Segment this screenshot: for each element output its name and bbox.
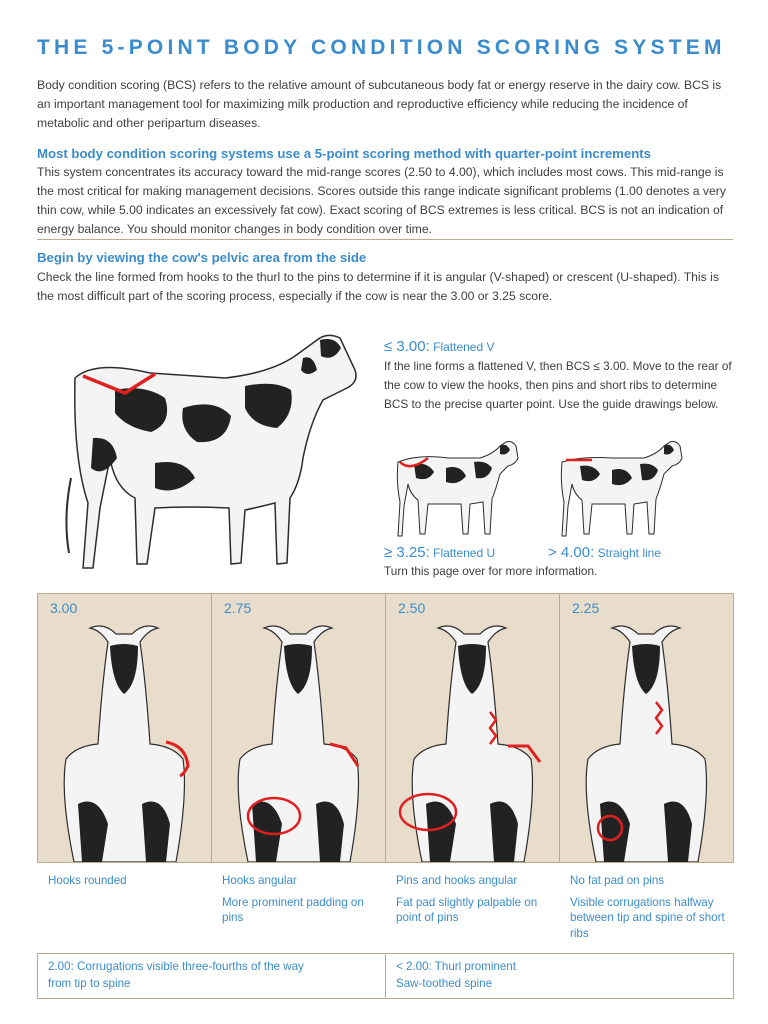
flattened-u-label: Flattened U [433,546,496,560]
footer-line: 2.00: Corrugations visible three-fourths of the way [48,960,304,973]
flattened-v-description: If the line forms a flattened V, then BCS ≤ 3.00. Move to the rear of the cow to view the hooks, then pins and short ribs to determine BCS to the precise quarter point. Use the guide drawings below. [384,359,732,411]
flattened-v-score: ≤ 3.00: [384,338,430,355]
caption-line-1: Hooks rounded [48,874,127,887]
cow-rear-view-illustration [386,594,559,862]
section-body-pelvic-area: Check the line formed from hooks to the thurl to the pins to determine if it is angular (V-shaped) or crescent (U-shaped). This is the most difficult part of the scoring process, especially if the cow is near the 3.00 or 3.25 score. [37,270,719,303]
panel-score-2-25 [560,594,733,862]
panel-score-label: 2.25 [572,600,600,616]
flattened-u-score: ≥ 3.25: [384,544,430,561]
turn-page-note: Turn this page over for more information. [384,564,598,578]
straight-line-heading [548,544,661,561]
footer-score-below-2-00 [386,954,733,998]
straight-line-score: > 4.00: [548,544,595,561]
caption-line-2: Visible corrugations halfway between tip and spine of short ribs [570,895,725,940]
caption-line-1: Hooks angular [222,874,297,887]
rear-view-panels [37,593,734,863]
cow-side-view-illustration [55,318,380,578]
panel-score-label: 3.00 [50,600,78,616]
section-heading-scoring-method: Most body condition scoring systems use a 5-point scoring method with quarter-point increments [37,146,652,161]
footer-line: from tip to spine [48,976,131,990]
cow-rear-view-illustration [38,594,211,862]
caption-score-2-25 [570,873,735,941]
caption-line-2: Fat pad slightly palpable on point of pins [396,895,538,924]
section-body-scoring-method: This system concentrates its accuracy toward the mid-range scores (2.50 to 4.00), which includes most cows. This mid-range is the most critical for making management decisions. Scores outside this range indicate significant problems (1.00 denotes a very thin cow, while 5.00 indicates an excessively fat cow). Exact scoring of BCS extremes is less critical. BCS is not an indication of energy balance. You should monitor changes in body condition over time. [37,165,726,236]
caption-score-2-50 [396,873,561,926]
page-title: THE 5-POINT BODY CONDITION SCORING SYSTEM [37,36,726,59]
straight-line-label: Straight line [597,546,662,560]
divider [37,239,733,240]
panel-score-3-00 [38,594,212,862]
flattened-v-heading [384,338,494,355]
intro-paragraph: Body condition scoring (BCS) refers to the relative amount of subcutaneous body fat or energy reserve in the dairy cow. BCS is an important management tool for maximizing milk production and reproductive efficiency while reducing the incidence of metabolic and other peripartum diseases. [37,78,722,130]
panel-score-2-75 [212,594,386,862]
caption-score-3-00 [48,873,213,895]
section-heading-pelvic-area: Begin by viewing the cow's pelvic area from the side [37,250,367,265]
flattened-v-label: Flattened V [433,340,495,354]
cow-straight-line-illustration [552,434,688,542]
caption-score-2-75 [222,873,387,926]
panel-score-label: 2.75 [224,600,252,616]
panel-score-2-50 [386,594,560,862]
footer-score-2-00 [38,954,386,998]
footer-line: Saw-toothed spine [396,976,493,990]
caption-line-1: No fat pad on pins [570,874,665,887]
footer-line: < 2.00: Thurl prominent [396,960,516,973]
panel-score-label: 2.50 [398,600,426,616]
caption-line-1: Pins and hooks angular [396,874,518,887]
footer-scores-box [37,953,734,999]
flattened-u-heading [384,544,495,561]
cow-flattened-u-illustration [388,434,524,542]
cow-rear-view-illustration [560,594,733,862]
caption-line-2: More prominent padding on pins [222,895,364,924]
cow-rear-view-illustration [212,594,385,862]
